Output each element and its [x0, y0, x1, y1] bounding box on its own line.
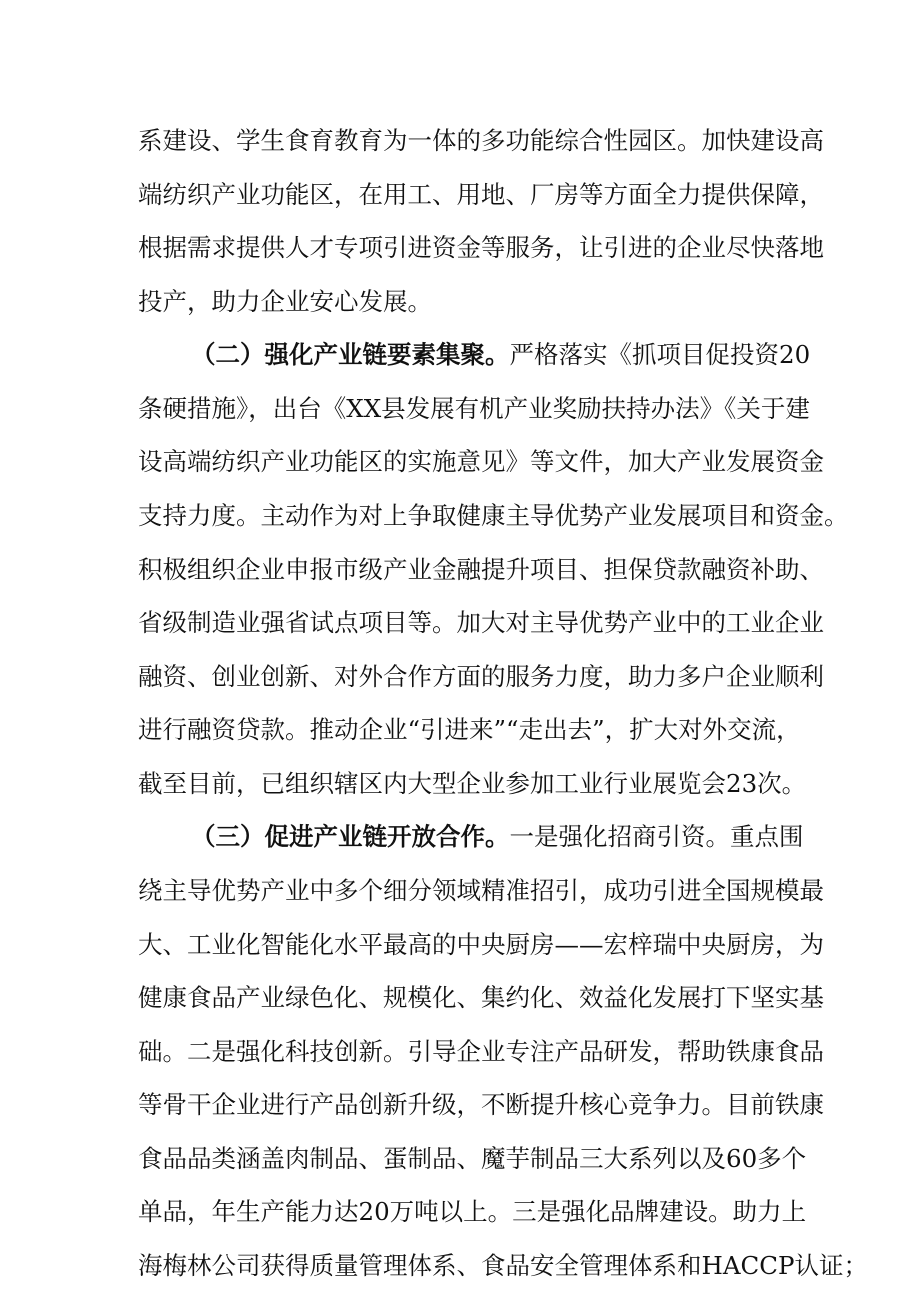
paragraph-3-line-2: 绕主导优势产业中多个细分领域精准招引，成功引进全国规模最: [138, 876, 824, 905]
paragraph-2-line-9: 截至目前，已组织辖区内大型企业参加工业行业展览会23次。: [138, 769, 807, 798]
paragraph-2-line-7: 融资、创业创新、对外合作方面的服务力度，助力多户企业顺利: [138, 662, 824, 691]
paragraph-2-line-8: 进行融资贷款。推动企业“引进来”“走出去”，扩大对外交流，: [138, 715, 801, 744]
paragraph-3-line-3: 大、工业化智能化水平最高的中央厨房——宏梓瑞中央厨房，为: [138, 930, 824, 959]
section-heading-3: （三）促进产业链开放合作。: [191, 822, 510, 851]
paragraph-2-line-6: 省级制造业强省试点项目等。加大对主导优势产业中的工业企业: [138, 608, 824, 637]
paragraph-2-line-5: 积极组织企业申报市级产业金融提升项目、担保贷款融资补助、: [138, 555, 824, 584]
paragraph-1-line-4: 投产，助力企业安心发展。: [138, 287, 432, 316]
paragraph-2-line-1: [191, 335, 811, 375]
paragraph-3-line-8: 单品，年生产能力达20万吨以上。三是强化品牌建设。助力上: [138, 1197, 807, 1226]
paragraph-2-line-2: 条硬措施》，出台《XX县发展有机产业奖励扶持办法》《关于建: [138, 394, 810, 423]
paragraph-2-line-3: 设高端纺织产业功能区的实施意见》等文件，加大产业发展资金: [138, 447, 824, 476]
paragraph-3-line-1: [191, 817, 804, 857]
paragraph-3-line-5: 础。二是强化科技创新。引导企业专注产品研发，帮助铁康食品: [138, 1037, 824, 1066]
paragraph-1-line-1: 系建设、学生食育教育为一体的多功能综合性园区。加快建设高: [138, 126, 824, 155]
paragraph-2-line-4: 支持力度。主动作为对上争取健康主导优势产业发展项目和资金。: [138, 501, 849, 530]
paragraph-3-line-9: 海梅林公司获得质量管理体系、食品安全管理体系和HACCP认证；: [138, 1251, 869, 1280]
paragraph-3-line-6: 等骨干企业进行产品创新升级，不断提升核心竞争力。目前铁康: [138, 1090, 824, 1119]
paragraph-3-line-1-text: 一是强化招商引资。重点围: [509, 822, 804, 851]
paragraph-1-line-2: 端纺织产业功能区，在用工、用地、厂房等方面全力提供保障，: [138, 180, 824, 209]
paragraph-2-line-1-text: 严格落实《抓项目促投资20: [509, 340, 811, 369]
paragraph-1-line-3: 根据需求提供人才专项引进资金等服务，让引进的企业尽快落地: [138, 233, 824, 262]
paragraph-3-line-4: 健康食品产业绿色化、规模化、集约化、效益化发展打下坚实基: [138, 983, 824, 1012]
paragraph-3-line-7: 食品品类涵盖肉制品、蛋制品、魔芋制品三大系列以及60多个: [138, 1144, 807, 1173]
section-heading-2: （二）强化产业链要素集聚。: [191, 340, 510, 369]
